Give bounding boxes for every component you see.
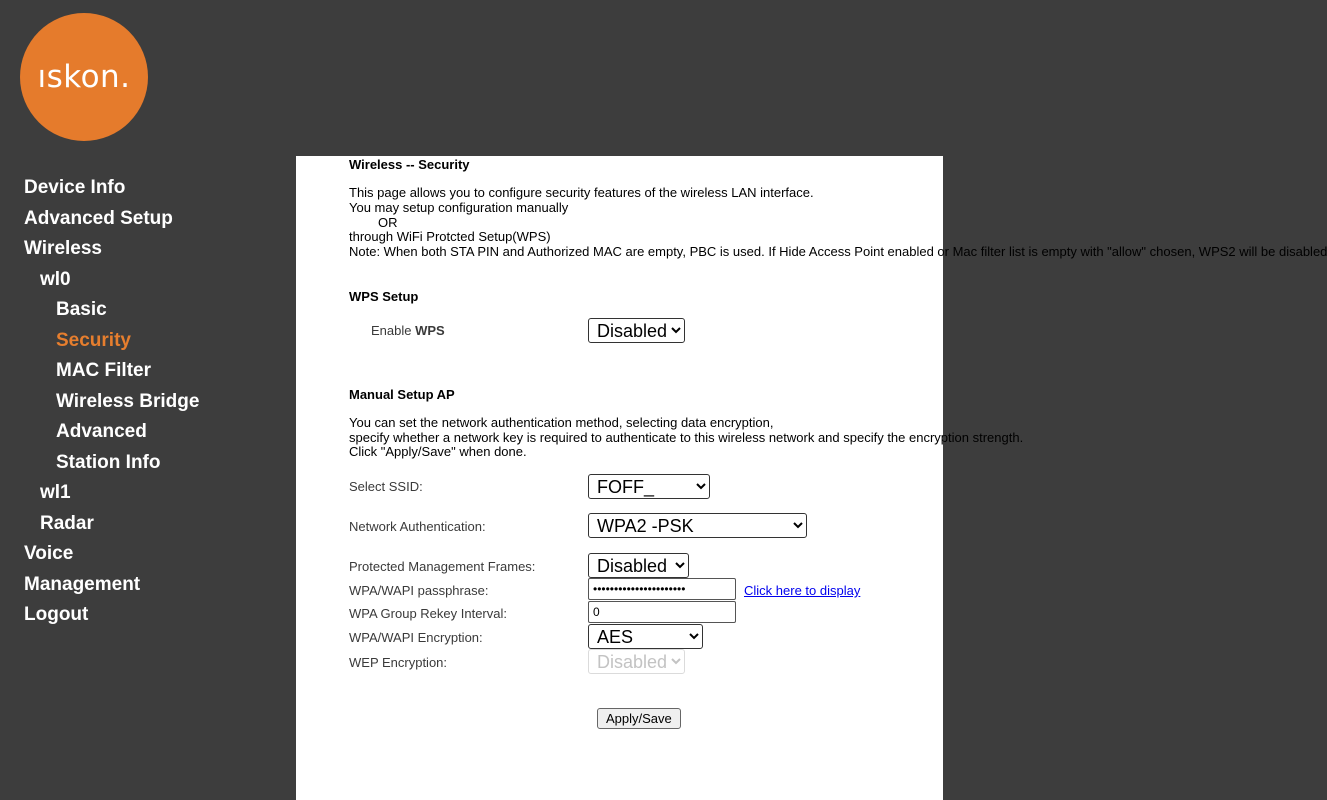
pmf-label: Protected Management Frames: bbox=[349, 559, 536, 574]
enable-wps-label-prefix: Enable bbox=[371, 323, 416, 338]
page-title: Wireless -- Security bbox=[349, 157, 470, 172]
nav-item-logout[interactable]: Logout bbox=[24, 604, 89, 625]
nav-item-wireless-bridge[interactable]: Wireless Bridge bbox=[56, 390, 200, 412]
network-auth-select[interactable] bbox=[588, 513, 807, 538]
nav-item-basic[interactable]: Basic bbox=[56, 299, 107, 320]
manual-setup-heading: Manual Setup AP bbox=[349, 387, 455, 402]
wpa-encryption-label: WPA/WAPI Encryption: bbox=[349, 630, 483, 645]
rekey-interval-label: WPA Group Rekey Interval: bbox=[349, 606, 507, 621]
nav-item-wl0[interactable]: wl0 bbox=[40, 268, 71, 290]
wps-setup-heading: WPS Setup bbox=[349, 289, 419, 304]
passphrase-field[interactable] bbox=[588, 578, 736, 600]
wep-encryption-select[interactable] bbox=[588, 649, 685, 674]
logo-text: ıskon. bbox=[37, 59, 131, 95]
intro-line-1: This page allows you to configure security features of the wireless LAN interface. bbox=[349, 185, 814, 200]
manual-desc-3: Click "Apply/Save" when done. bbox=[349, 444, 527, 459]
enable-wps-label-bold: WPS bbox=[415, 323, 445, 338]
passphrase-label: WPA/WAPI passphrase: bbox=[349, 583, 489, 598]
wpa-encryption-select[interactable] bbox=[588, 624, 703, 649]
intro-line-3: through WiFi Protcted Setup(WPS) bbox=[349, 229, 551, 244]
ssid-select[interactable] bbox=[588, 474, 710, 499]
iskon-logo bbox=[20, 13, 148, 141]
nav-item-wl1[interactable]: wl1 bbox=[40, 482, 71, 503]
nav-item-advanced-setup[interactable]: Advanced Setup bbox=[24, 207, 173, 229]
nav-item-wireless[interactable]: Wireless bbox=[24, 238, 102, 259]
select-ssid-label: Select SSID: bbox=[349, 479, 423, 494]
sidebar-nav bbox=[0, 173, 296, 631]
nav-item-voice[interactable]: Voice bbox=[24, 543, 74, 564]
nav-item-station-info[interactable]: Station Info bbox=[56, 451, 161, 473]
nav-item-radar[interactable]: Radar bbox=[40, 512, 94, 534]
manual-desc-2: specify whether a network key is required to authenticate to this wireless network and specify the encryption strength. bbox=[349, 430, 1024, 445]
intro-line-2: You may setup configuration manually bbox=[349, 200, 569, 215]
nav-item-advanced[interactable]: Advanced bbox=[56, 421, 147, 442]
apply-save-button[interactable]: Apply/Save bbox=[597, 708, 681, 729]
nav-item-mac-filter[interactable]: MAC Filter bbox=[56, 360, 151, 381]
wep-encryption-label: WEP Encryption: bbox=[349, 655, 448, 670]
enable-wps-label bbox=[371, 323, 445, 338]
rekey-interval-field[interactable] bbox=[588, 601, 736, 623]
intro-note: Note: When both STA PIN and Authorized MAC are empty, PBC is used. If Hide Access Point enabled or Mac filter list is empty with "allow" chosen, WPS2 will be disabled bbox=[349, 244, 1327, 259]
manual-desc-1: You can set the network authentication method, selecting data encryption, bbox=[349, 415, 774, 430]
pmf-select[interactable] bbox=[588, 553, 689, 578]
intro-line-or: OR bbox=[378, 215, 398, 230]
main-content bbox=[296, 156, 1327, 800]
enable-wps-select[interactable] bbox=[588, 318, 685, 343]
network-auth-label: Network Authentication: bbox=[349, 519, 486, 534]
nav-item-security[interactable]: Security bbox=[56, 329, 131, 351]
nav-item-device-info[interactable]: Device Info bbox=[24, 177, 126, 198]
nav-item-management[interactable]: Management bbox=[24, 573, 141, 595]
display-passphrase-link[interactable]: Click here to display bbox=[744, 583, 861, 598]
